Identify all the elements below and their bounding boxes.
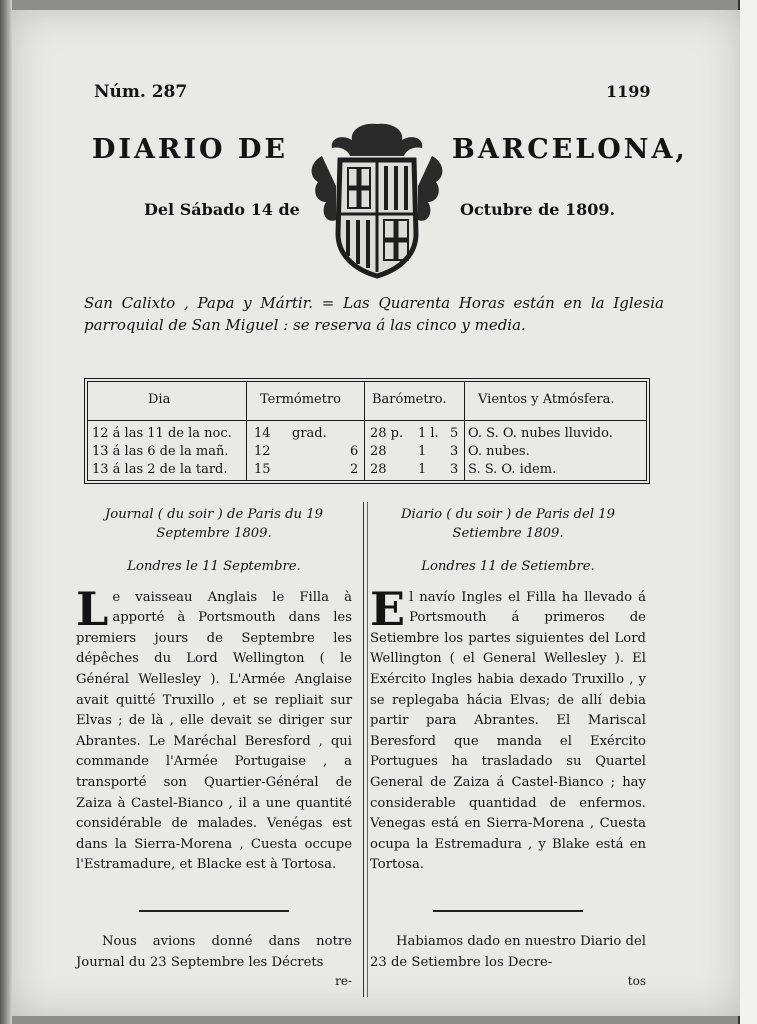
row1-term-b: grad. [292,426,327,441]
french-catchword: re- [335,974,352,989]
row3-dia: 13 á las 2 de la tard. [92,462,228,477]
weather-table [84,378,650,484]
table-column-rule [464,382,465,480]
table-column-rule [246,382,247,480]
spanish-article-text: l navío Ingles el Filla ha llevado á Portsmouth á primeros de Setiembre los partes siguientes del Lord Wellington ( el General Wellesley ). El Exército Ingles habia dexado Truxillo , y se replegaba hácia Elvas; de allí debia partir para Abrantes. El Mariscal Beresford que manda el Exército Portugues ha trasladado su Quartel General de Zaiza á Castel-Bianco ; hay considerable quantidad de enfermos. Venegas está en Sierra-Morena , Cuesta ocupa la Estremadura , y Blake está en Tortosa. [370,589,646,873]
row1-viento: O. S. O. nubes lluvido. [468,426,613,441]
row1-baro-b: 1 l. [418,426,439,441]
row1-dia: 12 á las 11 de la noc. [92,426,232,441]
row3-baro-c: 3 [450,462,459,477]
saints-of-the-day: San Calixto , Papa y Mártir. = Las Quarenta Horas están en la Iglesia parroquial de San Miguel : se reserva á las cinco y media. [84,294,664,334]
column-divider [363,502,364,997]
column-divider [367,502,368,997]
row2-viento: O. nubes. [468,444,530,459]
french-article-text: e vaisseau Anglais le Filla à apporté à Portsmouth dans les premiers jours de Septembre les dépêches du Lord Wellington ( le Général Wellesley ). L'Armée Anglaise avait quitté Truxillo , et se repliait sur Elvas ; de là , elle devait se diriger sur Abrantes. Le Maréchal Beresford , qui commande l'Armée Portugaise , a transporté son Quartier-Général de Zaiza à Castel-Bianco , il a une quantité considérable de malades. Venégas est dans la Sierra-Morena , Cuesta occupe l'Estramadure, et Blacke est à Tortosa. [76,589,352,873]
row3-term-a: 15 [254,462,271,477]
header-barometro: Barómetro. [372,392,447,407]
date-right: Octubre de 1809. [460,200,616,219]
french-drop-cap: L [76,581,109,636]
spanish-rule [433,910,583,912]
spanish-journal-title: Diario ( du soir ) de Paris del 19 Setiembre 1809. [400,507,616,541]
row1-term-a: 14 [254,426,271,441]
table-column-rule [364,382,365,480]
book-spine [0,0,12,1024]
row3-viento: S. S. O. idem. [468,462,557,477]
page-number: 1199 [606,82,651,101]
row3-baro-a: 28 [370,462,387,477]
spanish-column [370,505,646,992]
issue-number: Núm. 287 [94,82,188,102]
spanish-catchword: tos [627,974,646,989]
table-header-rule [88,420,646,421]
row1-baro-c: 5 [450,426,459,441]
barcelona-coat-of-arms-icon [302,116,452,280]
french-journal-title: Journal ( du soir ) de Paris du 19 Septembre 1809. [105,507,323,541]
row2-baro-a: 28 [370,444,387,459]
date-left: Del Sábado 14 de [144,200,300,219]
header-vientos: Vientos y Atmósfera. [478,392,615,407]
french-next-article: Nous avions donné dans notre Journal du 23 Septembre les Décrets [76,933,352,970]
row3-term-b: 2 [350,462,359,477]
row1-baro-a: 28 p. [370,426,404,441]
masthead-right: BARCELONA, [452,134,688,165]
french-rule [139,910,289,912]
spanish-drop-cap: E [370,581,406,636]
page-edge [738,0,757,1024]
row2-term-a: 12 [254,444,271,459]
row2-baro-c: 3 [450,444,459,459]
spanish-article [370,581,646,876]
french-column [76,505,352,992]
header-termometro: Termómetro [260,392,342,407]
newspaper-page [12,10,740,1016]
header-dia: Dia [148,392,171,407]
row2-term-b: 6 [350,444,359,459]
french-dateline: Londres le 11 Septembre. [127,559,301,574]
french-article [76,581,352,876]
spanish-dateline: Londres 11 de Setiembre. [421,559,595,574]
masthead-left: DIARIO DE [92,134,288,165]
row2-baro-b: 1 [418,444,427,459]
row3-baro-b: 1 [418,462,427,477]
spanish-next-article: Habiamos dado en nuestro Diario del 23 de Setiembre los Decre- [370,933,646,970]
row2-dia: 13 á las 6 de la mañ. [92,444,229,459]
